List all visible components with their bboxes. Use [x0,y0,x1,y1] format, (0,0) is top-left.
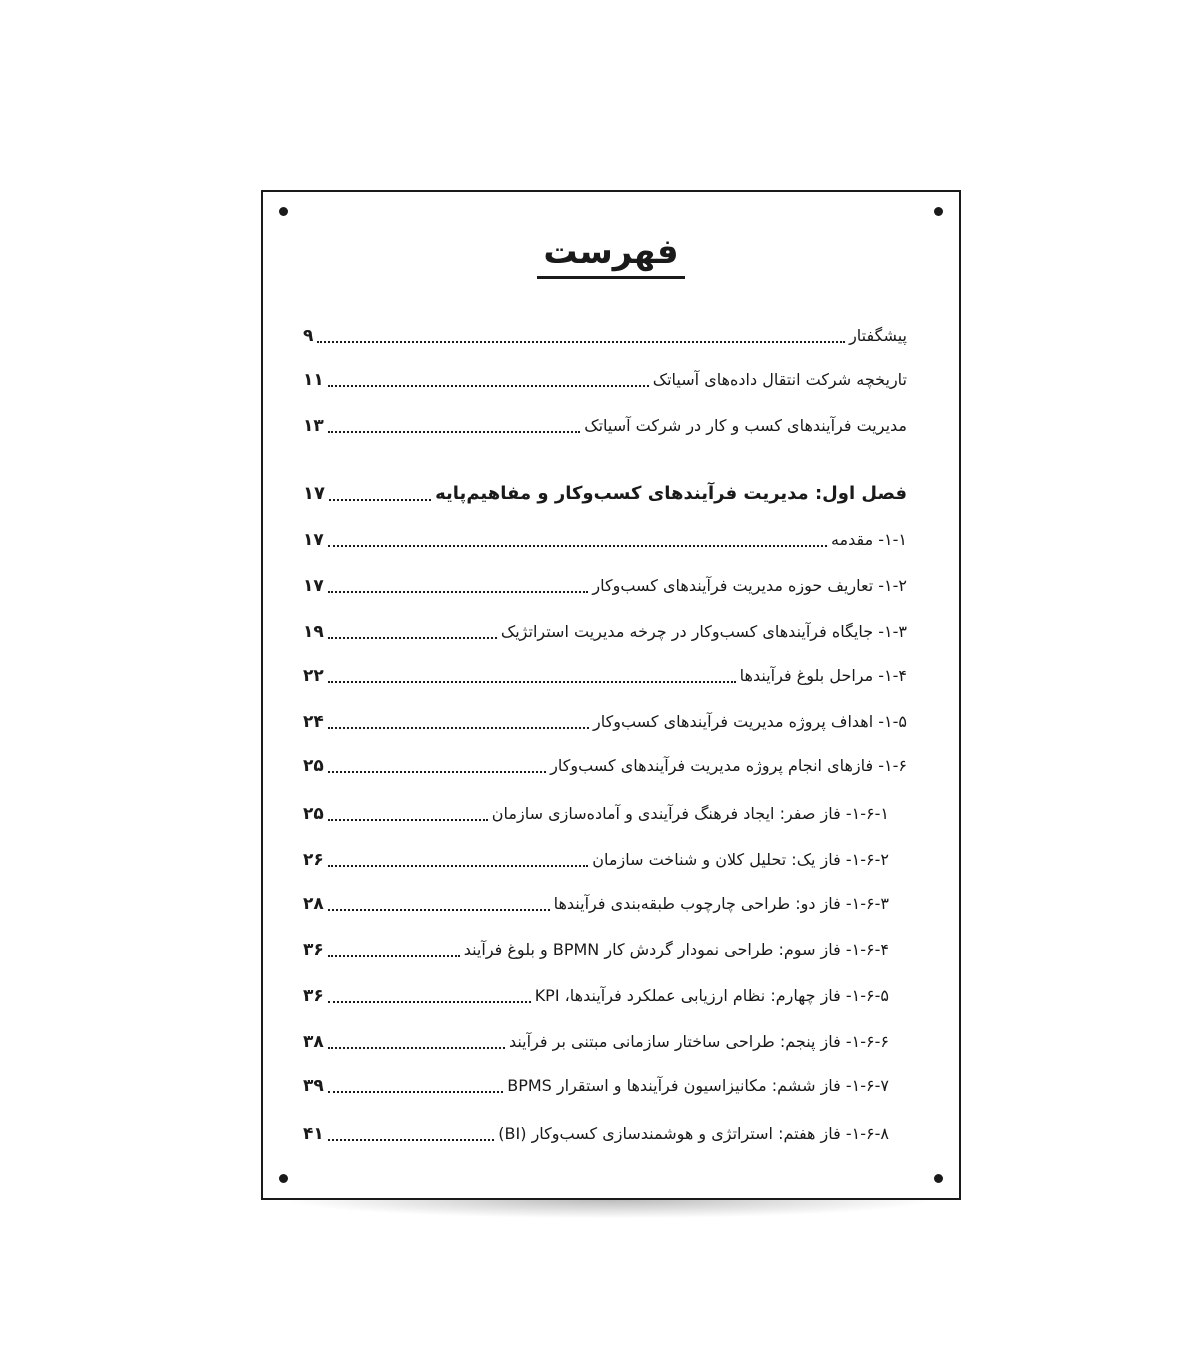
toc-entry-page: ۱۳ [303,416,324,436]
toc-entry-text: تاریخچه شرکت انتقال داده‌های آسیاتک [652,370,907,389]
corner-dot-icon [279,207,288,216]
toc-entry-text: ۱-۶- فازهای انجام پروژه مدیریت فرآیندهای کسب‌وکار [550,756,907,775]
toc-subentry [303,938,907,962]
toc-entry-page: ۳۶ [303,986,324,1006]
toc-entry-page: ۲۵ [303,756,324,776]
toc-entry-page: ۲۲ [303,666,324,686]
toc-entry-page: ۳۶ [303,940,324,960]
dot-leader [328,385,649,387]
dot-leader [328,591,589,593]
corner-dot-icon [279,1174,288,1183]
toc-entry-text: ۱-۴- مراحل بلوغ فرآیندها [739,666,907,685]
corner-dot-icon [934,1174,943,1183]
dot-leader [328,771,546,773]
toc-entry-text: ۱-۶-۵- فاز چهارم: نظام ارزیابی عملکرد فرآیندها، KPI [534,986,889,1005]
toc-entry-text: ۱-۶-۷- فاز ششم: مکانیزاسیون فرآیندها و استقرار BPMS [507,1076,889,1095]
page-title: فهرست [537,230,684,279]
toc-entry [303,414,907,438]
dot-leader [328,637,497,639]
toc-entry-text: ۱-۶-۱- فاز صفر: ایجاد فرهنگ فرآیندی و آماده‌سازی سازمان [491,804,889,823]
toc-subentry [303,1074,907,1098]
toc-entry-page: ۲۴ [303,712,324,732]
toc-entry [303,620,907,644]
toc-entry-text: فصل اول: مدیریت فرآیندهای کسب‌وکار و مفاهیم‌پایه [435,483,907,504]
toc-entry-text: ۱-۲- تعاریف حوزه مدیریت فرآیندهای کسب‌وکار [592,576,907,595]
document-page [261,190,961,1200]
toc-entry-text: ۱-۶-۲- فاز یک: تحلیل کلان و شناخت سازمان [592,850,889,869]
dot-leader [328,727,589,729]
toc-entry [303,368,907,392]
page-title-wrap [263,230,959,279]
dot-leader [317,341,845,343]
dot-leader [328,545,827,547]
toc-subentry [303,984,907,1008]
toc-entry-page: ۱۷ [303,483,325,504]
toc-entry [303,324,907,348]
dot-leader [328,865,589,867]
toc-entry-page: ۴۱ [303,1124,324,1144]
dot-leader [329,499,431,501]
toc-entry [303,710,907,734]
toc-entry [303,574,907,598]
toc-entry-text: ۱-۳- جایگاه فرآیندهای کسب‌وکار در چرخه مدیریت استراتژیک [500,622,907,641]
toc-entry-page: ۲۸ [303,894,324,914]
dot-leader [328,1091,503,1093]
toc-entry-text: پیشگفتار [849,326,907,345]
toc-chapter-entry [303,482,907,506]
dot-leader [328,909,550,911]
toc-entry [303,528,907,552]
dot-leader [328,819,488,821]
toc-subentry [303,1030,907,1054]
toc-entry [303,754,907,778]
toc-entry-text: ۱-۶-۶- فاز پنجم: طراحی ساختار سازمانی مبتنی بر فرآیند [508,1032,889,1051]
toc-entry-page: ۳۸ [303,1032,324,1052]
toc-subentry [303,1122,907,1146]
toc-entry-text: ۱-۵- اهداف پروژه مدیریت فرآیندهای کسب‌وکار [593,712,907,731]
toc-entry-page: ۱۱ [303,370,324,390]
toc-entry-text: ۱-۱- مقدمه [830,530,907,549]
toc-entry-page: ۲۵ [303,804,324,824]
toc-entry-text: ۱-۶-۴- فاز سوم: طراحی نمودار گردش کار BPMN و بلوغ فرآیند [463,940,889,959]
corner-dot-icon [934,207,943,216]
toc-entry-text: ۱-۶-۳- فاز دو: طراحی چارچوب طبقه‌بندی فرآیندها [553,894,889,913]
toc-entry-page: ۱۷ [303,530,324,550]
dot-leader [328,681,736,683]
toc-entry-text: ۱-۶-۸- فاز هفتم: استراتژی و هوشمندسازی کسب‌وکار (BI) [498,1124,889,1143]
toc-entry-page: ۱۹ [303,622,324,642]
dot-leader [328,1139,495,1141]
toc-entry-page: ۳۹ [303,1076,324,1096]
toc-entry [303,664,907,688]
toc-entry-page: ۱۷ [303,576,324,596]
dot-leader [328,1047,505,1049]
toc-entry-page: ۲۶ [303,850,324,870]
dot-leader [328,431,580,433]
toc-subentry [303,848,907,872]
toc-subentry [303,802,907,826]
dot-leader [328,955,460,957]
toc-entry-text: مدیریت فرآیندهای کسب و کار در شرکت آسیاتک [584,416,907,435]
toc-subentry [303,892,907,916]
toc-entry-page: ۹ [303,326,314,346]
dot-leader [328,1001,531,1003]
